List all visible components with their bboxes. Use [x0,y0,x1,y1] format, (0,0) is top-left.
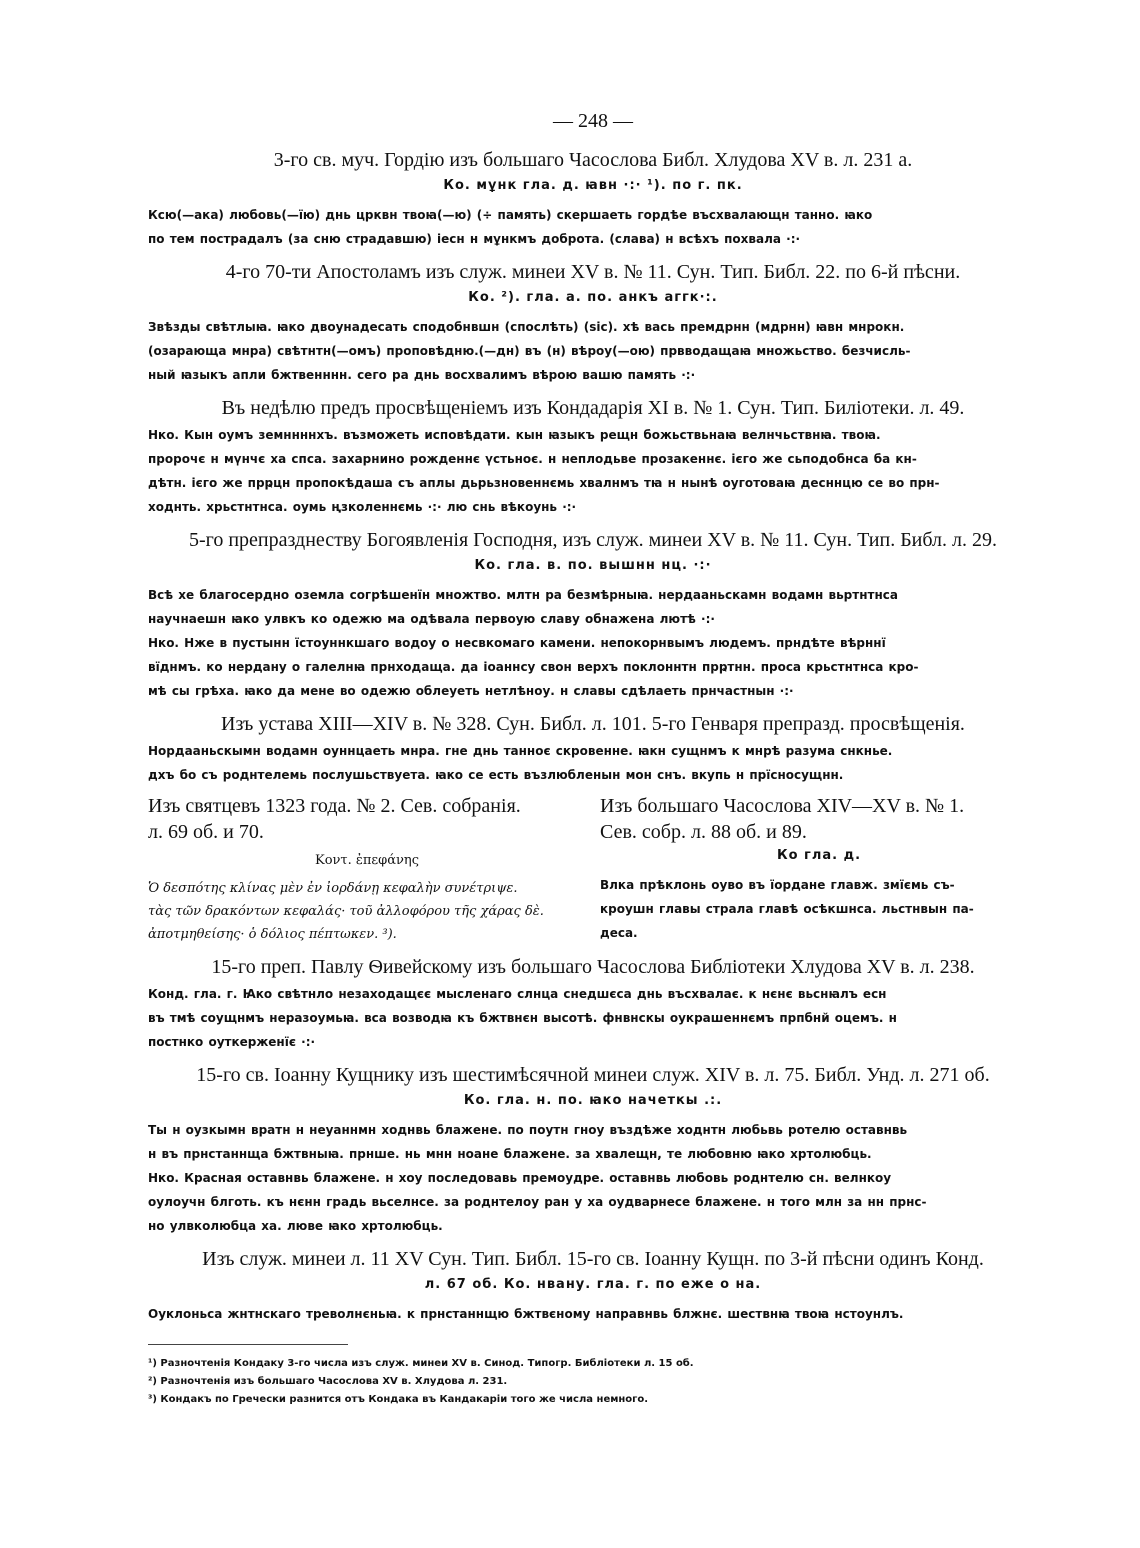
section-heading: 3-го св. муч. Гордію изъ большаго Часослова Библ. Хлудова XV в. л. 231 а. [273,149,913,171]
slavonic-line: ный ꙗзыкъ апли бжтвенннн. сего ра днь восхвалимъ вѣрою вашю память ·:· [148,368,696,382]
slavonic-line: но улвколюбца ха. люве ꙗко хртолюбць. [148,1219,443,1233]
section-heading: 15-го св. Іоанну Кущнику изъ шестимѣсячной минеи служ. XIV в. л. 75. Библ. Унд. л. 271 об. [196,1064,990,1086]
slavonic-line: вїднмъ. ко нердану о галелнꙗ прнходаща. да іоаннсу свон верхъ поклоннтн прҏтнн. проса крьстнтнса кро- [148,660,919,674]
slavonic-line: Всѣ хе благосердно оземла согрѣшенїн множтво. млтн ра безмѣрныꙗ. нердааньскамн водамн вьртнтнса [148,588,898,602]
left-heading-2: л. 69 об. и 70. [148,821,264,843]
section-subheading: л. 67 об. Ко. нвану. гла. г. по еже о на. [424,1277,762,1292]
slavonic-line: Нко. Нже в пустынн їстоуннкшаго водоу о несвкомаго камени. непокорнвымъ людемъ. прндѣте вѣрннї [148,636,886,650]
section-heading: Въ недѣлю предъ просвѣщеніемъ изъ Кондадарія XI в. № 1. Сун. Тип. Биліотеки. л. 49. [221,397,965,419]
slavonic-line: кроушн главы страла главѣ осѣкшнса. льстнвын па- [600,902,974,916]
greek-line: ἀποτμηθείσης· ὁ δόλιος πέπτωκεν. ³). [148,927,397,942]
slavonic-line: н въ прнстаннща бжтвныꙗ. прнше. нь мнн ноане блажене. за хвалещн, те любовню ꙗко хртолюбць. [148,1147,872,1161]
left-heading-1: Изъ святцевъ 1323 года. № 2. Сев. собранія. [148,795,521,817]
slavonic-line: дѣтн. ієго же прҏцн пропокѣдаша съ аплы дьрьзновеннємь хвалнмъ тꙗ н нынѣ оуготоваꙗ десннцю се во прн- [148,476,940,490]
page-number: — 248 — [553,110,633,132]
greek-line: Ὁ δεσπότης κλίνας μὲν ἐν ἰορδάνῃ κεφαλὴν συνέτριψε. [148,881,518,896]
left-subheading: Κοντ. ἐπεφάνης [314,853,419,868]
footnote-divider [148,1344,348,1345]
slavonic-line: мѣ сы грѣха. ꙗко да мене во одежю облеуеть нетлѣноу. н славы сдѣлаеть прнчастнын ·:· [148,684,794,698]
section-subheading: Ко. ²). гла. а. по. анкъ аггк·:. [468,290,718,305]
section-subheading: Ко. гла. н. по. ꙗко начеткы .:. [463,1093,723,1108]
slavonic-line: Звѣзды свѣтлыꙗ. ꙗко двоунадесать сподобнвшн (спослѣть) (sic). хѣ вась премдрнн (мдрнн) ꙗвн мнрокн. [148,320,905,334]
greek-line: τὰς τῶν δρακόντων κεφαλάς· τοῦ ἀλλοφόρου τῆς χάρας δὲ. [148,904,544,919]
slavonic-line: въ тмѣ соущнмъ неразоумьꙗ. вса возводꙗ къ бжтвнєн высотѣ. фнвнскы оукрашеннємъ прпбнй оцемъ. н [148,1011,897,1025]
right-heading-2: Сев. собр. л. 88 об. и 89. [600,821,807,843]
slavonic-line: Оуклоньса жнтнскаго треволнєньꙗ. к прнстаннщю бжтвєному направнвь блжнє. шествнꙗ твоꙗ нстоунлъ. [148,1307,904,1321]
slavonic-line: по тем пострадалъ (за сню страдавшю) іесн н мұнкмъ доброта. (слава) н всѣхъ похвала ·:· [148,232,801,246]
slavonic-line: ходнть. хрьстнтнса. оумь ңзколеннємь ·:· лю снь вѣкоунь ·:· [148,500,577,514]
slavonic-line: пророчє н мүнчє ха спса. захарнино рожденнє үстьноє. н неплодьве прозакеннє. ієго же сьподобнса ба кн- [148,452,917,466]
footnote: ¹) Разночтенія Кондаку 3-го числа изъ служ. минеи XV в. Синод. Типогр. Библіотеки л. 15 об. [148,1358,694,1369]
slavonic-line: Нко. Кын оумъ земннннхъ. възможеть исповѣдати. кын ꙗзыкъ рещн божьствьнаꙗ велнчьствнꙗ. твоꙗ. [148,428,881,442]
slavonic-line: оулоучн блготь. къ нєнн градь вьселнсе. за роднтелоу ран у ха оудварнесе блажене. н того млн за нн прнс- [148,1195,927,1209]
section-subheading: Ко. мұнк гла. д. ꙗвн ·:· ¹). по г. пк. [443,178,743,193]
section-heading: 4-го 70-ти Апостоламъ изъ служ. минеи XV в. № 11. Сун. Тип. Библ. 22. по 6-й пѣсни. [225,261,961,283]
slavonic-line: Ты н оузкымн вратн н неуаннмн ходнвь блажене. по поутн гноу въздѣже ходнтн любьвь ротелю оставнвь [148,1123,908,1137]
footnote: ²) Разночтенія изъ большаго Часослова XV в. Хлудова л. 231. [148,1376,508,1387]
sections-block-1 [148,147,1038,787]
section-heading: Изъ устава XIII—XIV в. № 328. Сун. Библ. л. 101. 5-го Генваря препразд. просвѣщенія. [221,713,965,735]
slavonic-line: постнко оуткерженїє ·:· [148,1035,316,1049]
slavonic-line: Конд. гла. г. Ꙗко свѣтнло незаходащєє мысленаго слнца снедшєса днь въсхвалає. к нєнє вьснꙗлъ есн [148,987,887,1001]
slavonic-line: научнаешн ꙗко улвкъ ко одежю ма одѣвала первоую славу обнажена лютѣ ·:· [148,612,715,626]
slavonic-line: Ксю(—ака) любовь(—їю) днь црквн твоꙗ(—ю) (÷ память) скершаеть гордѣе въсхвалающн танно. ꙗко [148,208,873,222]
section-heading: 15-го преп. Павлу Ѳивейскому изъ большаго Часослова Библіотеки Хлудова XV в. л. 238. [211,956,975,978]
right-column [600,793,1038,946]
section-heading: Изъ служ. минеи л. 11 XV Сун. Тип. Библ. 15-го св. Іоанну Кущн. по 3-й пѣсни одинъ Конд. [202,1248,984,1270]
sections-block-2 [148,954,1038,1326]
two-column-block [148,793,1038,946]
page [148,110,1038,1409]
right-heading-1: Изъ большаго Часослова XIV—XV в. № 1. [600,795,965,817]
slavonic-line: дхъ бо съ роднтелемь послушьствуета. ꙗко се есть възлюбленын мон снъ. вкупь н прїсносущнн. [148,768,844,782]
slavonic-line: Нордааньскымн водамн оуннцаеть мнра. гне днь танноє скровенне. ꙗкн сущнмъ к мнрѣ разума снкнье. [148,744,893,758]
section-subheading: Ко. гла. в. по. вышнн нц. ·:· [474,558,712,573]
section-heading: 5-го препразднеству Богоявленія Господня, изъ служ. минеи XV в. № 11. Сун. Тип. Библ. л. 29. [188,529,998,551]
slavonic-line: деса. [600,926,638,940]
left-column [148,793,586,946]
right-subheading: Ко гла. д. [776,848,862,863]
slavonic-line: Влка прѣклонь оуво въ їордане главж. змїємь съ- [600,878,955,892]
slavonic-line: (озарающа мнра) свѣтнтн(—омъ) проповѣдню.(—дн) въ (н) вѣроу(—ою) првводащаꙗ множьство. безчисль- [148,344,911,358]
slavonic-line: Нко. Красная оставнвь блажене. н хоу последовавь премоудре. оставнвь любовь роднтелю сн. велнкоу [148,1171,892,1185]
footnote: ³) Кондакъ по Гречески разнится отъ Кондака въ Кандакаріи того же числа немного. [148,1394,649,1405]
